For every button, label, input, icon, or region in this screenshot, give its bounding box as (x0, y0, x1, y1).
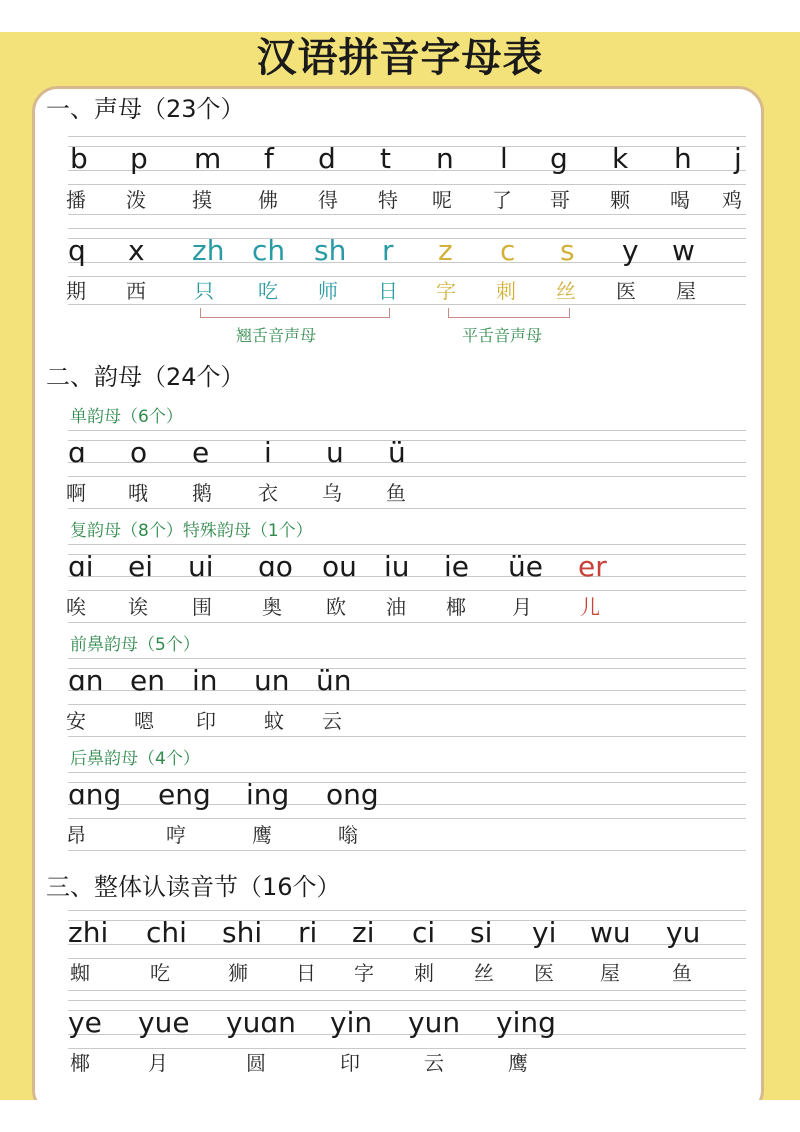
pinyin-final: ü (388, 436, 406, 469)
hanzi-example: 泼 (126, 188, 146, 212)
hanzi-example: 唉 (66, 595, 86, 619)
pinyin-retroflex: sh (314, 234, 347, 267)
pinyin-initial: h (674, 142, 692, 175)
hanzi-example: 月 (512, 595, 532, 619)
pinyin-final: iu (384, 550, 410, 583)
hanzi-example: 呢 (432, 188, 452, 212)
hanzi-example: 椰 (446, 595, 466, 619)
hanzi-retroflex: 吃 (258, 279, 278, 303)
section-title-syllables: 三、整体认读音节（16个） (46, 873, 341, 901)
pinyin-initial: t (380, 142, 391, 175)
rule-line (68, 850, 746, 851)
pinyin-initial: x (128, 234, 145, 267)
hanzi-example: 鸡 (722, 188, 742, 212)
hanzi-example: 云 (322, 709, 342, 733)
hanzi-example: 期 (66, 279, 86, 303)
pinyin-syllable: yi (532, 916, 557, 949)
rule-line (68, 304, 746, 305)
hanzi-flat: 刺 (496, 279, 516, 303)
pinyin-final: ing (246, 778, 290, 811)
hanzi-special: 儿 (580, 595, 600, 619)
pinyin-syllable: ying (496, 1006, 556, 1039)
hanzi-example: 颗 (610, 188, 630, 212)
pinyin-final: in (192, 664, 218, 697)
pinyin-final: u (326, 436, 344, 469)
hanzi-example: 哼 (166, 823, 186, 847)
hanzi-example: 蜘 (70, 961, 90, 985)
rule-line (68, 508, 746, 509)
hanzi-example: 屋 (600, 961, 620, 985)
hanzi-retroflex: 只 (194, 279, 214, 303)
hanzi-example: 佛 (258, 188, 278, 212)
rule-line (68, 658, 746, 659)
hanzi-example: 诶 (128, 595, 148, 619)
rule-line (68, 136, 746, 137)
pinyin-final: ɑi (68, 550, 94, 583)
pinyin-initial: f (264, 142, 274, 175)
hanzi-example: 了 (492, 188, 512, 212)
rule-line (68, 1000, 746, 1001)
hanzi-example: 字 (354, 961, 374, 985)
hanzi-example: 鱼 (672, 961, 692, 985)
pinyin-final: ɑn (68, 664, 104, 697)
pinyin-syllable: yu (666, 916, 701, 949)
pinyin-syllable: ci (412, 916, 436, 949)
hanzi-example: 嗯 (134, 709, 154, 733)
pinyin-final: üe (508, 550, 543, 583)
rule-line (68, 184, 746, 185)
hanzi-example: 鱼 (386, 481, 406, 505)
rule-line (68, 544, 746, 545)
rule-line (68, 772, 746, 773)
pinyin-final: ei (128, 550, 154, 583)
pinyin-final: ün (316, 664, 352, 697)
hanzi-example: 摸 (192, 188, 212, 212)
pinyin-flat: z (438, 234, 453, 267)
rule-line (68, 430, 746, 431)
subtitle-simple-finals: 单韵母（6个） (70, 407, 183, 427)
rule-line (68, 238, 746, 239)
hanzi-example: 鹰 (508, 1051, 528, 1075)
hanzi-example: 啊 (66, 481, 86, 505)
pinyin-syllable: yuɑn (226, 1006, 296, 1039)
retroflex-label: 翘舌音声母 (236, 326, 317, 345)
flat-bracket (448, 308, 570, 318)
pinyin-initial: w (672, 234, 695, 267)
pinyin-initial: l (500, 142, 508, 175)
hanzi-example: 月 (148, 1051, 168, 1075)
hanzi-example: 云 (424, 1051, 444, 1075)
hanzi-example: 特 (378, 188, 398, 212)
pinyin-syllable: zhi (68, 916, 109, 949)
pinyin-initial: y (622, 234, 639, 267)
rule-line (68, 214, 746, 215)
pinyin-retroflex: r (382, 234, 394, 267)
flat-label: 平舌音声母 (462, 326, 543, 345)
pinyin-initial: m (194, 142, 222, 175)
pinyin-initial: b (70, 142, 88, 175)
pinyin-final: ong (326, 778, 379, 811)
rule-line (68, 462, 746, 463)
hanzi-example: 蚊 (264, 709, 284, 733)
retroflex-bracket (200, 308, 390, 318)
pinyin-syllable: yue (138, 1006, 190, 1039)
pinyin-syllable: wu (590, 916, 631, 949)
pinyin-final: ɑo (258, 550, 293, 583)
hanzi-example: 衣 (258, 481, 278, 505)
hanzi-example: 哦 (128, 481, 148, 505)
hanzi-example: 吃 (150, 961, 170, 985)
subtitle-back-nasal: 后鼻韵母（4个） (70, 749, 200, 769)
hanzi-example: 喝 (670, 188, 690, 212)
pinyin-final: un (254, 664, 290, 697)
pinyin-initial: q (68, 234, 86, 267)
rule-line (68, 704, 746, 705)
hanzi-example: 嗡 (338, 823, 358, 847)
rule-line (68, 440, 746, 441)
pinyin-syllable: chi (146, 916, 187, 949)
pinyin-final: eng (158, 778, 211, 811)
rule-line (68, 736, 746, 737)
rule-line (68, 990, 746, 991)
hanzi-example: 奥 (262, 595, 282, 619)
pinyin-retroflex: ch (252, 234, 286, 267)
hanzi-example: 医 (534, 961, 554, 985)
pinyin-final: ɑng (68, 778, 122, 811)
hanzi-example: 鹰 (252, 823, 272, 847)
pinyin-final: o (130, 436, 148, 469)
hanzi-retroflex: 日 (378, 279, 398, 303)
pinyin-special-final: er (578, 550, 607, 583)
pinyin-final: e (192, 436, 210, 469)
hanzi-example: 西 (126, 279, 146, 303)
hanzi-example: 圆 (246, 1051, 266, 1075)
pinyin-flat: s (560, 234, 575, 267)
hanzi-example: 丝 (474, 961, 494, 985)
rule-line (68, 228, 746, 229)
rule-line (68, 622, 746, 623)
bottom-margin (0, 1100, 800, 1132)
rule-line (68, 690, 746, 691)
hanzi-example: 医 (616, 279, 636, 303)
rule-line (68, 910, 746, 911)
section-title-initials: 一、声母（23个） (46, 95, 245, 123)
pinyin-syllable: shi (222, 916, 263, 949)
pinyin-initial: k (612, 142, 629, 175)
hanzi-example: 欧 (326, 595, 346, 619)
pinyin-initial: p (130, 142, 148, 175)
rule-line (68, 170, 746, 171)
hanzi-example: 安 (66, 709, 86, 733)
hanzi-example: 印 (340, 1051, 360, 1075)
pinyin-retroflex: zh (192, 234, 225, 267)
hanzi-example: 围 (192, 595, 212, 619)
section-title-finals: 二、韵母（24个） (46, 363, 245, 391)
hanzi-example: 油 (386, 595, 406, 619)
pinyin-initial: g (550, 142, 568, 175)
rule-line (68, 146, 746, 147)
hanzi-example: 得 (318, 188, 338, 212)
pinyin-flat: c (500, 234, 516, 267)
pinyin-final: ui (188, 550, 214, 583)
pinyin-syllable: yun (408, 1006, 461, 1039)
hanzi-example: 印 (196, 709, 216, 733)
page-title: 汉语拼音字母表 (256, 35, 544, 81)
pinyin-syllable: si (470, 916, 493, 949)
hanzi-example: 日 (296, 961, 316, 985)
hanzi-example: 屋 (676, 279, 696, 303)
hanzi-example: 椰 (70, 1051, 90, 1075)
rule-line (68, 958, 746, 959)
pinyin-final: i (264, 436, 272, 469)
rule-line (68, 476, 746, 477)
hanzi-retroflex: 师 (318, 279, 338, 303)
rule-line (68, 1048, 746, 1049)
hanzi-example: 播 (66, 188, 86, 212)
rule-line (68, 818, 746, 819)
hanzi-example: 昂 (66, 823, 86, 847)
hanzi-flat: 字 (436, 279, 456, 303)
pinyin-syllable: ye (68, 1006, 102, 1039)
pinyin-syllable: ri (298, 916, 318, 949)
subtitle-front-nasal: 前鼻韵母（5个） (70, 635, 200, 655)
hanzi-example: 鹅 (192, 481, 212, 505)
rule-line (68, 590, 746, 591)
pinyin-final: ie (444, 550, 470, 583)
hanzi-example: 刺 (414, 961, 434, 985)
pinyin-initial: d (318, 142, 336, 175)
hanzi-example: 乌 (322, 481, 342, 505)
rule-line (68, 668, 746, 669)
pinyin-initial: n (436, 142, 454, 175)
rule-line (68, 276, 746, 277)
subtitle-compound-finals: 复韵母（8个）特殊韵母（1个） (70, 521, 313, 541)
top-margin (0, 0, 800, 32)
pinyin-final: ou (322, 550, 357, 583)
hanzi-flat: 丝 (556, 279, 576, 303)
pinyin-final: en (130, 664, 165, 697)
pinyin-syllable: zi (352, 916, 375, 949)
rule-line (68, 262, 746, 263)
hanzi-example: 哥 (550, 188, 570, 212)
pinyin-initial: j (734, 142, 742, 175)
pinyin-syllable: yin (330, 1006, 373, 1039)
hanzi-example: 狮 (228, 961, 248, 985)
pinyin-final: ɑ (68, 436, 86, 469)
